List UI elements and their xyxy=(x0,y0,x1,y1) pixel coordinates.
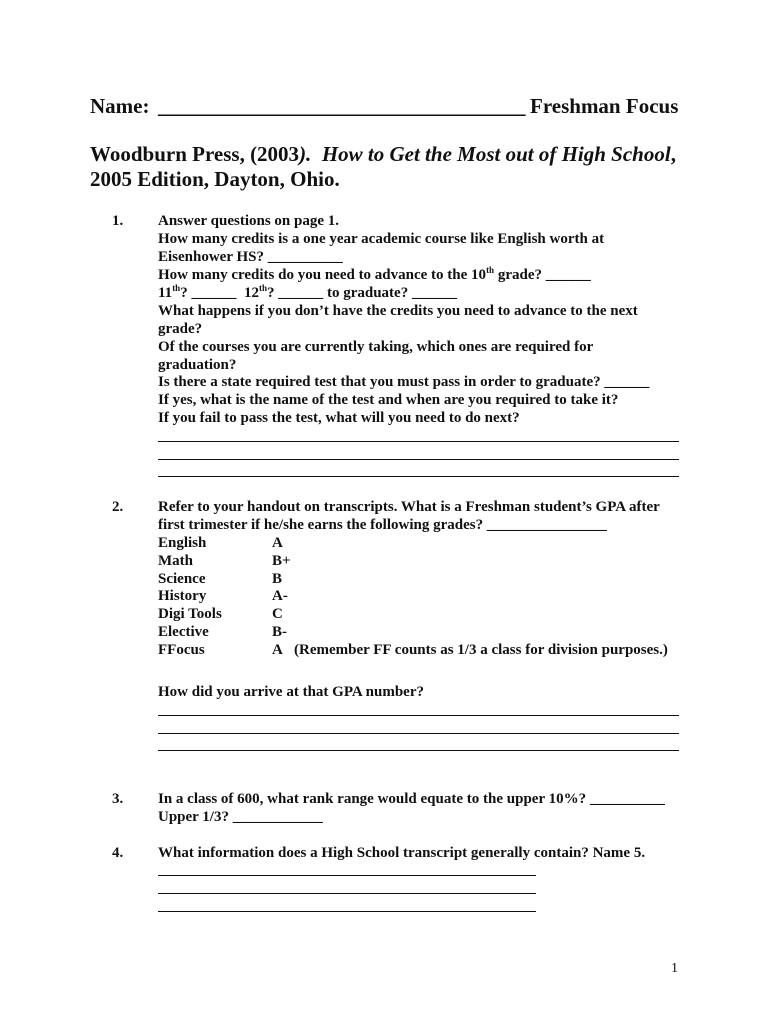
answer-line[interactable] xyxy=(158,875,536,876)
q2-line: Refer to your handout on transcripts. What is a Freshman student’s GPA after xyxy=(158,499,660,515)
q3-number: 3. xyxy=(112,791,124,807)
grade-value: B+ xyxy=(272,553,291,569)
q1-text: ? ______ to graduate? ______ xyxy=(266,285,457,301)
answer-line[interactable] xyxy=(158,715,679,716)
answer-line[interactable] xyxy=(158,893,536,894)
grade-subject: English xyxy=(158,535,207,551)
course-title: Freshman Focus xyxy=(530,94,679,118)
q2-number: 2. xyxy=(112,499,124,515)
grade-value: A xyxy=(272,535,283,551)
name-blank[interactable]: ___________________________________ xyxy=(158,94,526,118)
q3-line: In a class of 600, what rank range would equate to the upper 10%? __________ xyxy=(158,791,665,807)
page-number: 1 xyxy=(671,961,678,976)
grade-subject: Science xyxy=(158,571,206,587)
grade-value: B xyxy=(272,571,283,587)
citation-line-2: 2005 Edition, Dayton, Ohio. xyxy=(90,167,340,191)
grade-note: (Remember FF counts as 1/3 a class for division purposes.) xyxy=(294,642,668,658)
citation-author: Woodburn Press, (2003 xyxy=(90,142,300,166)
answer-line[interactable] xyxy=(158,733,679,734)
q1-line: Eisenhower HS? __________ xyxy=(158,249,343,265)
q1-text: ? ______ 12 xyxy=(180,285,259,301)
q1-line: If you fail to pass the test, what will you need to do next? xyxy=(158,410,520,426)
q1-line: What happens if you don’t have the credits you need to advance to the next xyxy=(158,303,638,319)
citation-sep: ). xyxy=(299,142,312,166)
citation-comma: , xyxy=(670,142,676,166)
q1-sup: th xyxy=(172,283,181,293)
q1-text: How many credits do you need to advance to the 10 xyxy=(158,267,487,283)
q1-line: Is there a state required test that you must pass in order to graduate? ______ xyxy=(158,374,650,390)
answer-line[interactable] xyxy=(158,441,679,442)
q4-number: 4. xyxy=(112,845,124,861)
q1-line: How many credits is a one year academic course like English worth at xyxy=(158,231,605,247)
citation-book-title: How to Get the Most out of High School xyxy=(321,142,671,166)
q1-line: graduation? xyxy=(158,357,237,373)
grade-value: A- xyxy=(272,588,288,604)
q1-line xyxy=(158,266,591,284)
grade-value: C xyxy=(272,606,283,622)
answer-line[interactable] xyxy=(158,476,679,477)
citation-line-1 xyxy=(90,142,676,167)
q1-line: Of the courses you are currently taking, which ones are required for xyxy=(158,339,594,355)
grade-subject: History xyxy=(158,588,207,604)
q2-line: first trimester if he/she earns the following grades? ________________ xyxy=(158,517,607,533)
q3-line: Upper 1/3? ____________ xyxy=(158,809,323,825)
q1-text: grade? ______ xyxy=(494,267,591,283)
q1-line: If yes, what is the name of the test and when are you required to take it? xyxy=(158,392,619,408)
q4-line: What information does a High School transcript generally contain? Name 5. xyxy=(158,845,646,861)
answer-line[interactable] xyxy=(158,750,679,751)
q1-text: 11 xyxy=(158,285,173,301)
grade-subject: FFocus xyxy=(158,642,205,658)
q2-followup: How did you arrive at that GPA number? xyxy=(158,684,424,700)
answer-line[interactable] xyxy=(158,911,536,912)
q1-line: Answer questions on page 1. xyxy=(158,213,340,229)
q1-line: grade? xyxy=(158,321,203,337)
grade-value: B- xyxy=(272,624,287,640)
q1-sup: th xyxy=(486,265,495,275)
grade-subject: Digi Tools xyxy=(158,606,222,622)
grade-value: A xyxy=(272,642,283,658)
grade-subject: Math xyxy=(158,553,193,569)
q1-number: 1. xyxy=(112,213,124,229)
grade-subject: Elective xyxy=(158,624,209,640)
answer-line[interactable] xyxy=(158,459,679,460)
q1-line xyxy=(158,284,457,302)
q1-sup: th xyxy=(258,283,267,293)
name-label: Name: xyxy=(90,94,150,118)
